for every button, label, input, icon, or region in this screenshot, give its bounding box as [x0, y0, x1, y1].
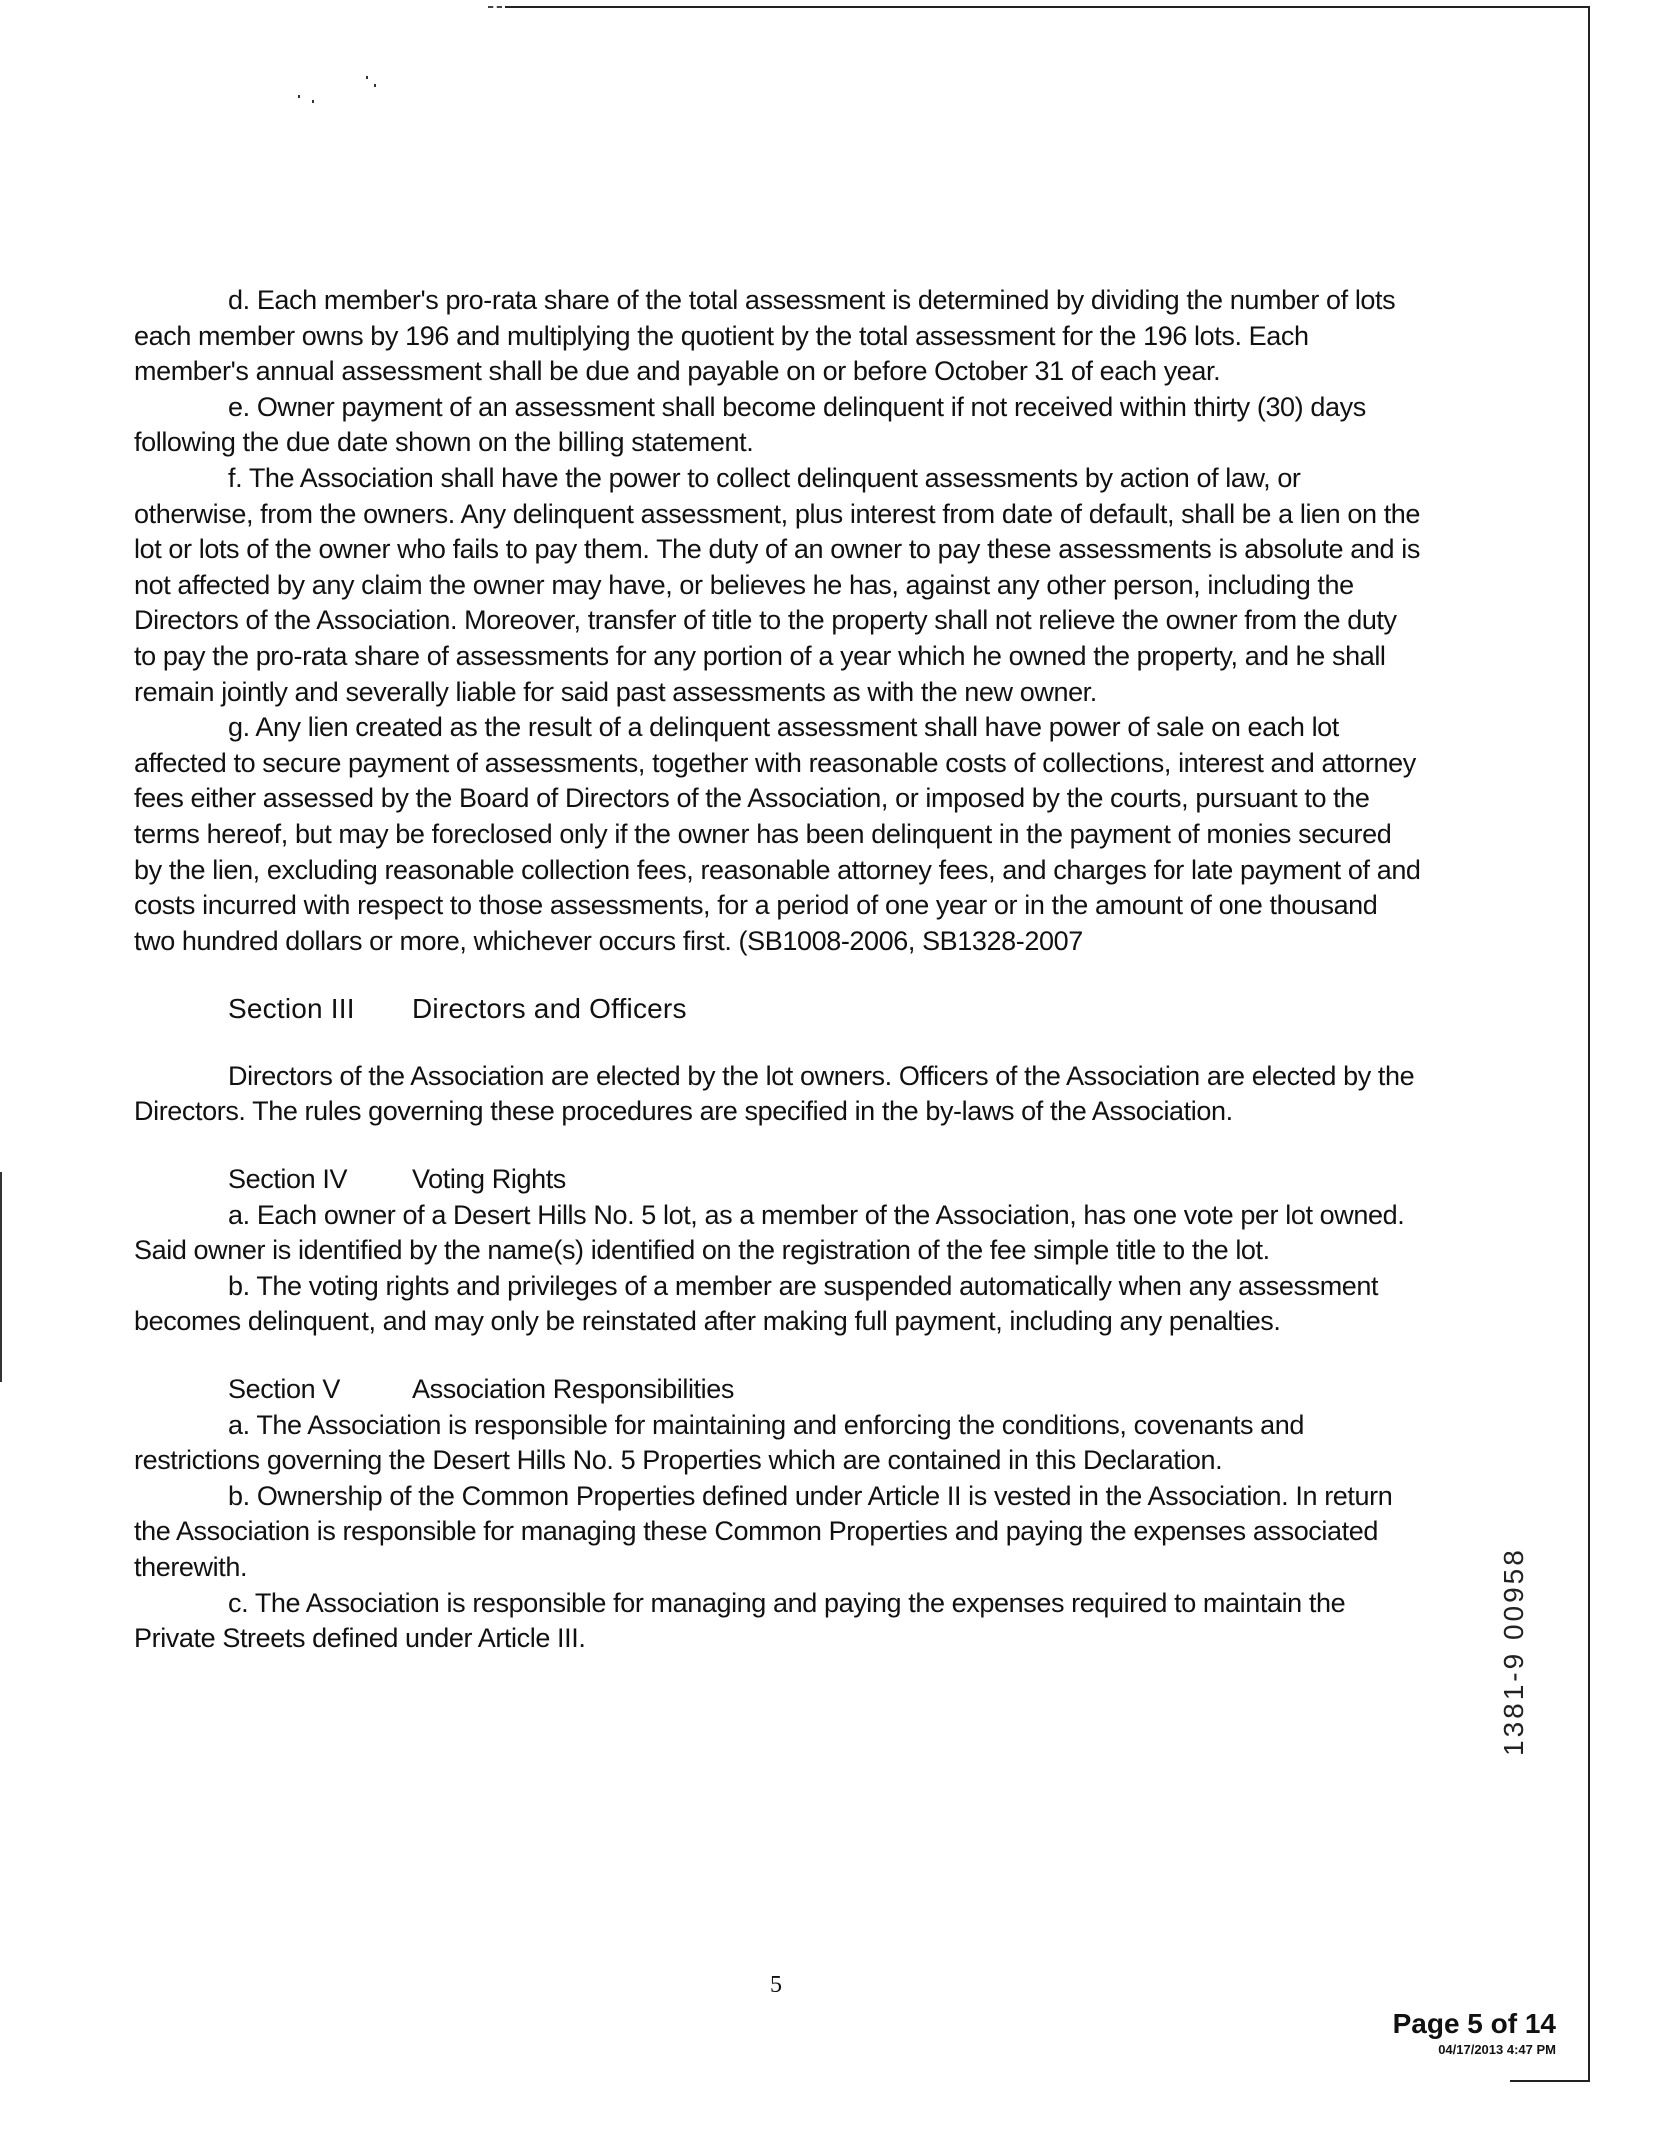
document-body [134, 283, 1424, 1657]
scan-speck [374, 84, 376, 87]
section-5-label: Section V [228, 1374, 340, 1405]
scan-frame-top [505, 6, 1590, 8]
section-5-paragraph-c: c. The Association is responsible for managing and paying the expenses required to maintain the Private Streets defined under Article III. [134, 1587, 1346, 1654]
section-3-label: Section III [228, 993, 355, 1025]
recording-stamp: 1381-9 00958 [1498, 1547, 1529, 1756]
section-4-label: Section IV [228, 1164, 348, 1195]
section-5-paragraph-b: b. Ownership of the Common Properties defined under Article II is vested in the Association. In return the Association is responsible for managing these Common Properties and paying the expenses associated therewith. [134, 1480, 1393, 1582]
section-3-heading [134, 991, 1424, 1027]
section-5-paragraph-a: a. The Association is responsible for maintaining and enforcing the conditions, covenants and restrictions governing the Desert Hills No. 5 Properties which are contained in this Declaration. [134, 1409, 1304, 1476]
paragraph-e: e. Owner payment of an assessment shall become delinquent if not received within thirty (30) days following the due date shown on the billing statement. [134, 391, 1366, 458]
scan-frame-right [1588, 6, 1590, 2080]
section-4-paragraph-b: b. The voting rights and privileges of a member are suspended automatically when any assessment becomes delinquent, and may only be reinstated after making full payment, including any penalties. [134, 1270, 1379, 1337]
footer-timestamp: 04/17/2013 4:47 PM [1438, 2042, 1556, 2057]
page-number: 5 [770, 1972, 782, 1998]
section-4-title: Voting Rights [412, 1164, 566, 1195]
section-5-heading [134, 1372, 1424, 1408]
scan-frame-bottom [1510, 2080, 1590, 2082]
section-3-body: Directors of the Association are elected by the lot owners. Officers of the Association are elected by the Directors. The rules governing these procedures are specified in the by-laws of the Association. [134, 1060, 1415, 1127]
scan-speck [312, 100, 314, 103]
scan-edge-mark [0, 1172, 2, 1382]
scan-speck [298, 95, 300, 98]
footer-page-count: Page 5 of 14 [1392, 2008, 1556, 2039]
section-4-paragraph-a: a. Each owner of a Desert Hills No. 5 lot, as a member of the Association, has one vote per lot owned. Said owner is identified by the name(s) identified on the registration of the fee simple title to the lot. [134, 1199, 1405, 1266]
section-5-title: Association Responsibilities [412, 1374, 734, 1405]
scan-speck [366, 76, 368, 79]
scan-frame-dash [488, 6, 502, 8]
paragraph-d: d. Each member's pro-rata share of the total assessment is determined by dividing the number of lots each member owns by 196 and multiplying the quotient by the total assessment for the 196 lots. Each member's annual assessment shall be due and payable on or before October 31 of each year. [134, 285, 1396, 387]
paragraph-g: g. Any lien created as the result of a delinquent assessment shall have power of sale on each lot affected to secure payment of assessments, together with reasonable costs of collections, interest and attorney fees either assessed by the Board of Directors of the Association, or imposed by the courts, pursuant to the terms hereof, but may be foreclosed only if the owner has been delinquent in the payment of monies secured by the lien, excluding reasonable collection fees, reasonable attorney fees, and charges for late payment of and costs incurred with respect to those assessments, for a period of one year or in the amount of one thousand two hundred dollars or more, whichever occurs first. (SB1008-2006, SB1328-2007 [134, 712, 1421, 956]
section-4-heading [134, 1162, 1424, 1198]
paragraph-f: f. The Association shall have the power to collect delinquent assessments by action of law, or otherwise, from the owners. Any delinquent assessment, plus interest from date of default, shall be a lien on the lot or lots of the owner who fails to pay them. The duty of an owner to pay these assessments is absolute and is not affected by any claim the owner may have, or believes he has, against any other person, including the Directors of the Association. Moreover, transfer of title to the property shall not relieve the owner from the duty to pay the pro-rata share of assessments for any portion of a year which he owned the property, and he shall remain jointly and severally liable for said past assessments as with the new owner. [134, 462, 1421, 707]
section-3-title: Directors and Officers [412, 993, 687, 1025]
